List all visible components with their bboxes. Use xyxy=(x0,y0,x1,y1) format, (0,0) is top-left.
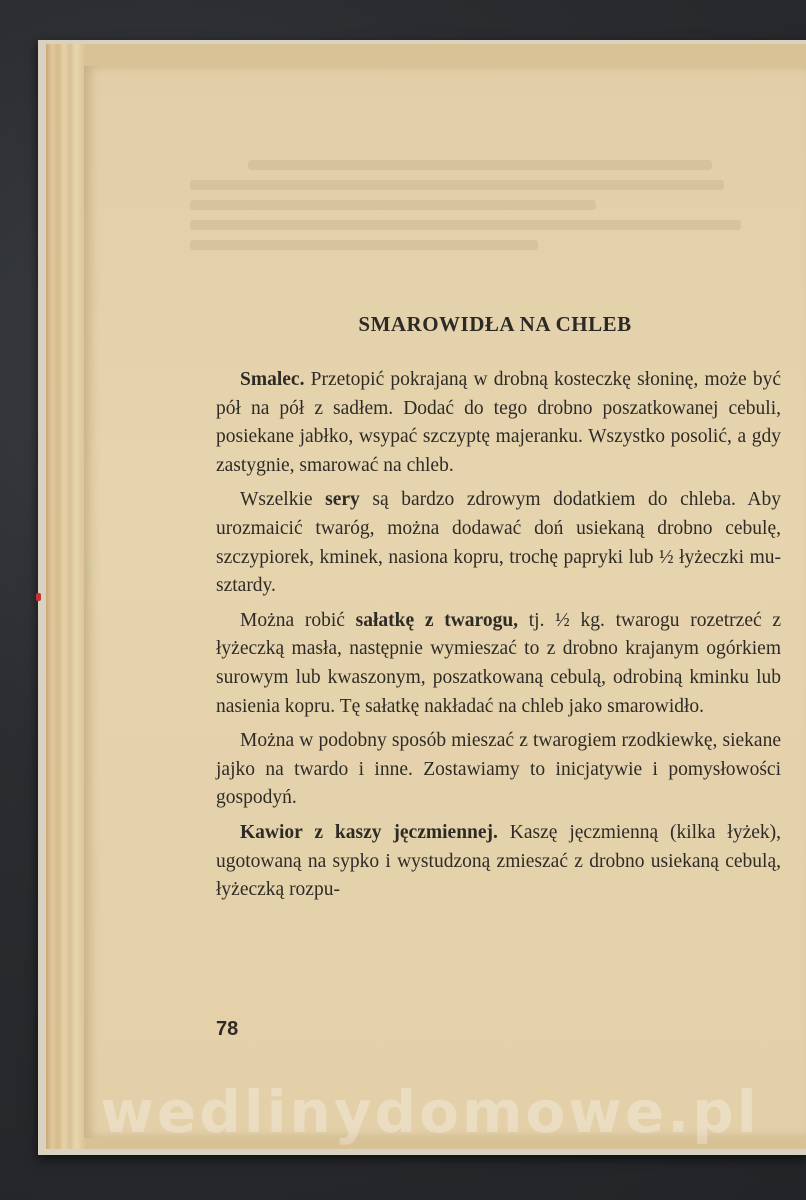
term-sery: sery xyxy=(325,489,360,511)
page-title: SMAROWIDŁA NA CHLEB xyxy=(358,312,632,336)
paragraph-salatka: Można robić sałatkę z twarogu, tj. ½ kg. twarogu rozetrzeć z łyżeczką masła, następnie wymieszać to z drobno krajanym ogórkiem surowym lub kwaszonym, poszatkowaną cebulą, odrobiną kminku lub nasienia kopru. Tę sałatkę nakładać na chleb jako smarowidło. xyxy=(216,609,781,717)
paragraph-sery: Wszelkie sery są bardzo zdrowym dodatkiem do chleba. Aby urozmaicić twaróg, można dodawać doń usiekaną drobno cebulę, szczypiorek, kminek, nasiona kopru, trochę papryki lub ½ łyżeczki musztardy. xyxy=(216,489,781,597)
bleed-through-text xyxy=(190,150,770,300)
watermark: wedlinydomowe.pl xyxy=(100,1078,760,1146)
page-number: 78 xyxy=(216,1018,239,1040)
paragraph-smalec: Smalec. Przetopić pokrajaną w drobną kosteczkę słoninę, może być pół na pół z sadłem. Dodać do tego drobno poszatkowanej cebuli, posiekane jabłko, wsypać szczyptę majeranku. Wszystko posolić, a gdy zastygnie, smarować na chleb. xyxy=(216,369,781,476)
paragraph-kawior: Kawior z kaszy jęczmiennej. Kaszę jęczmienną (kilka łyżek), ugotowaną na sypko i wystudzoną zmieszać z drobno usiekaną cebulą, łyżeczką rozpu- xyxy=(216,821,781,901)
term-salatka: sałatkę z twarogu, xyxy=(355,609,519,631)
term-smalec: Smalec. xyxy=(240,369,305,390)
body-text xyxy=(216,366,781,905)
paragraph-twarog: Można w podobny sposób mieszać z twarogiem rzodkiewkę, siekane jajko na twardo i inne. Zostawiamy to inicjatywie i pomysłowości gospodyń. xyxy=(216,730,781,809)
red-mark xyxy=(36,593,41,601)
term-kawior: Kawior z kaszy jęczmiennej. xyxy=(240,821,498,843)
